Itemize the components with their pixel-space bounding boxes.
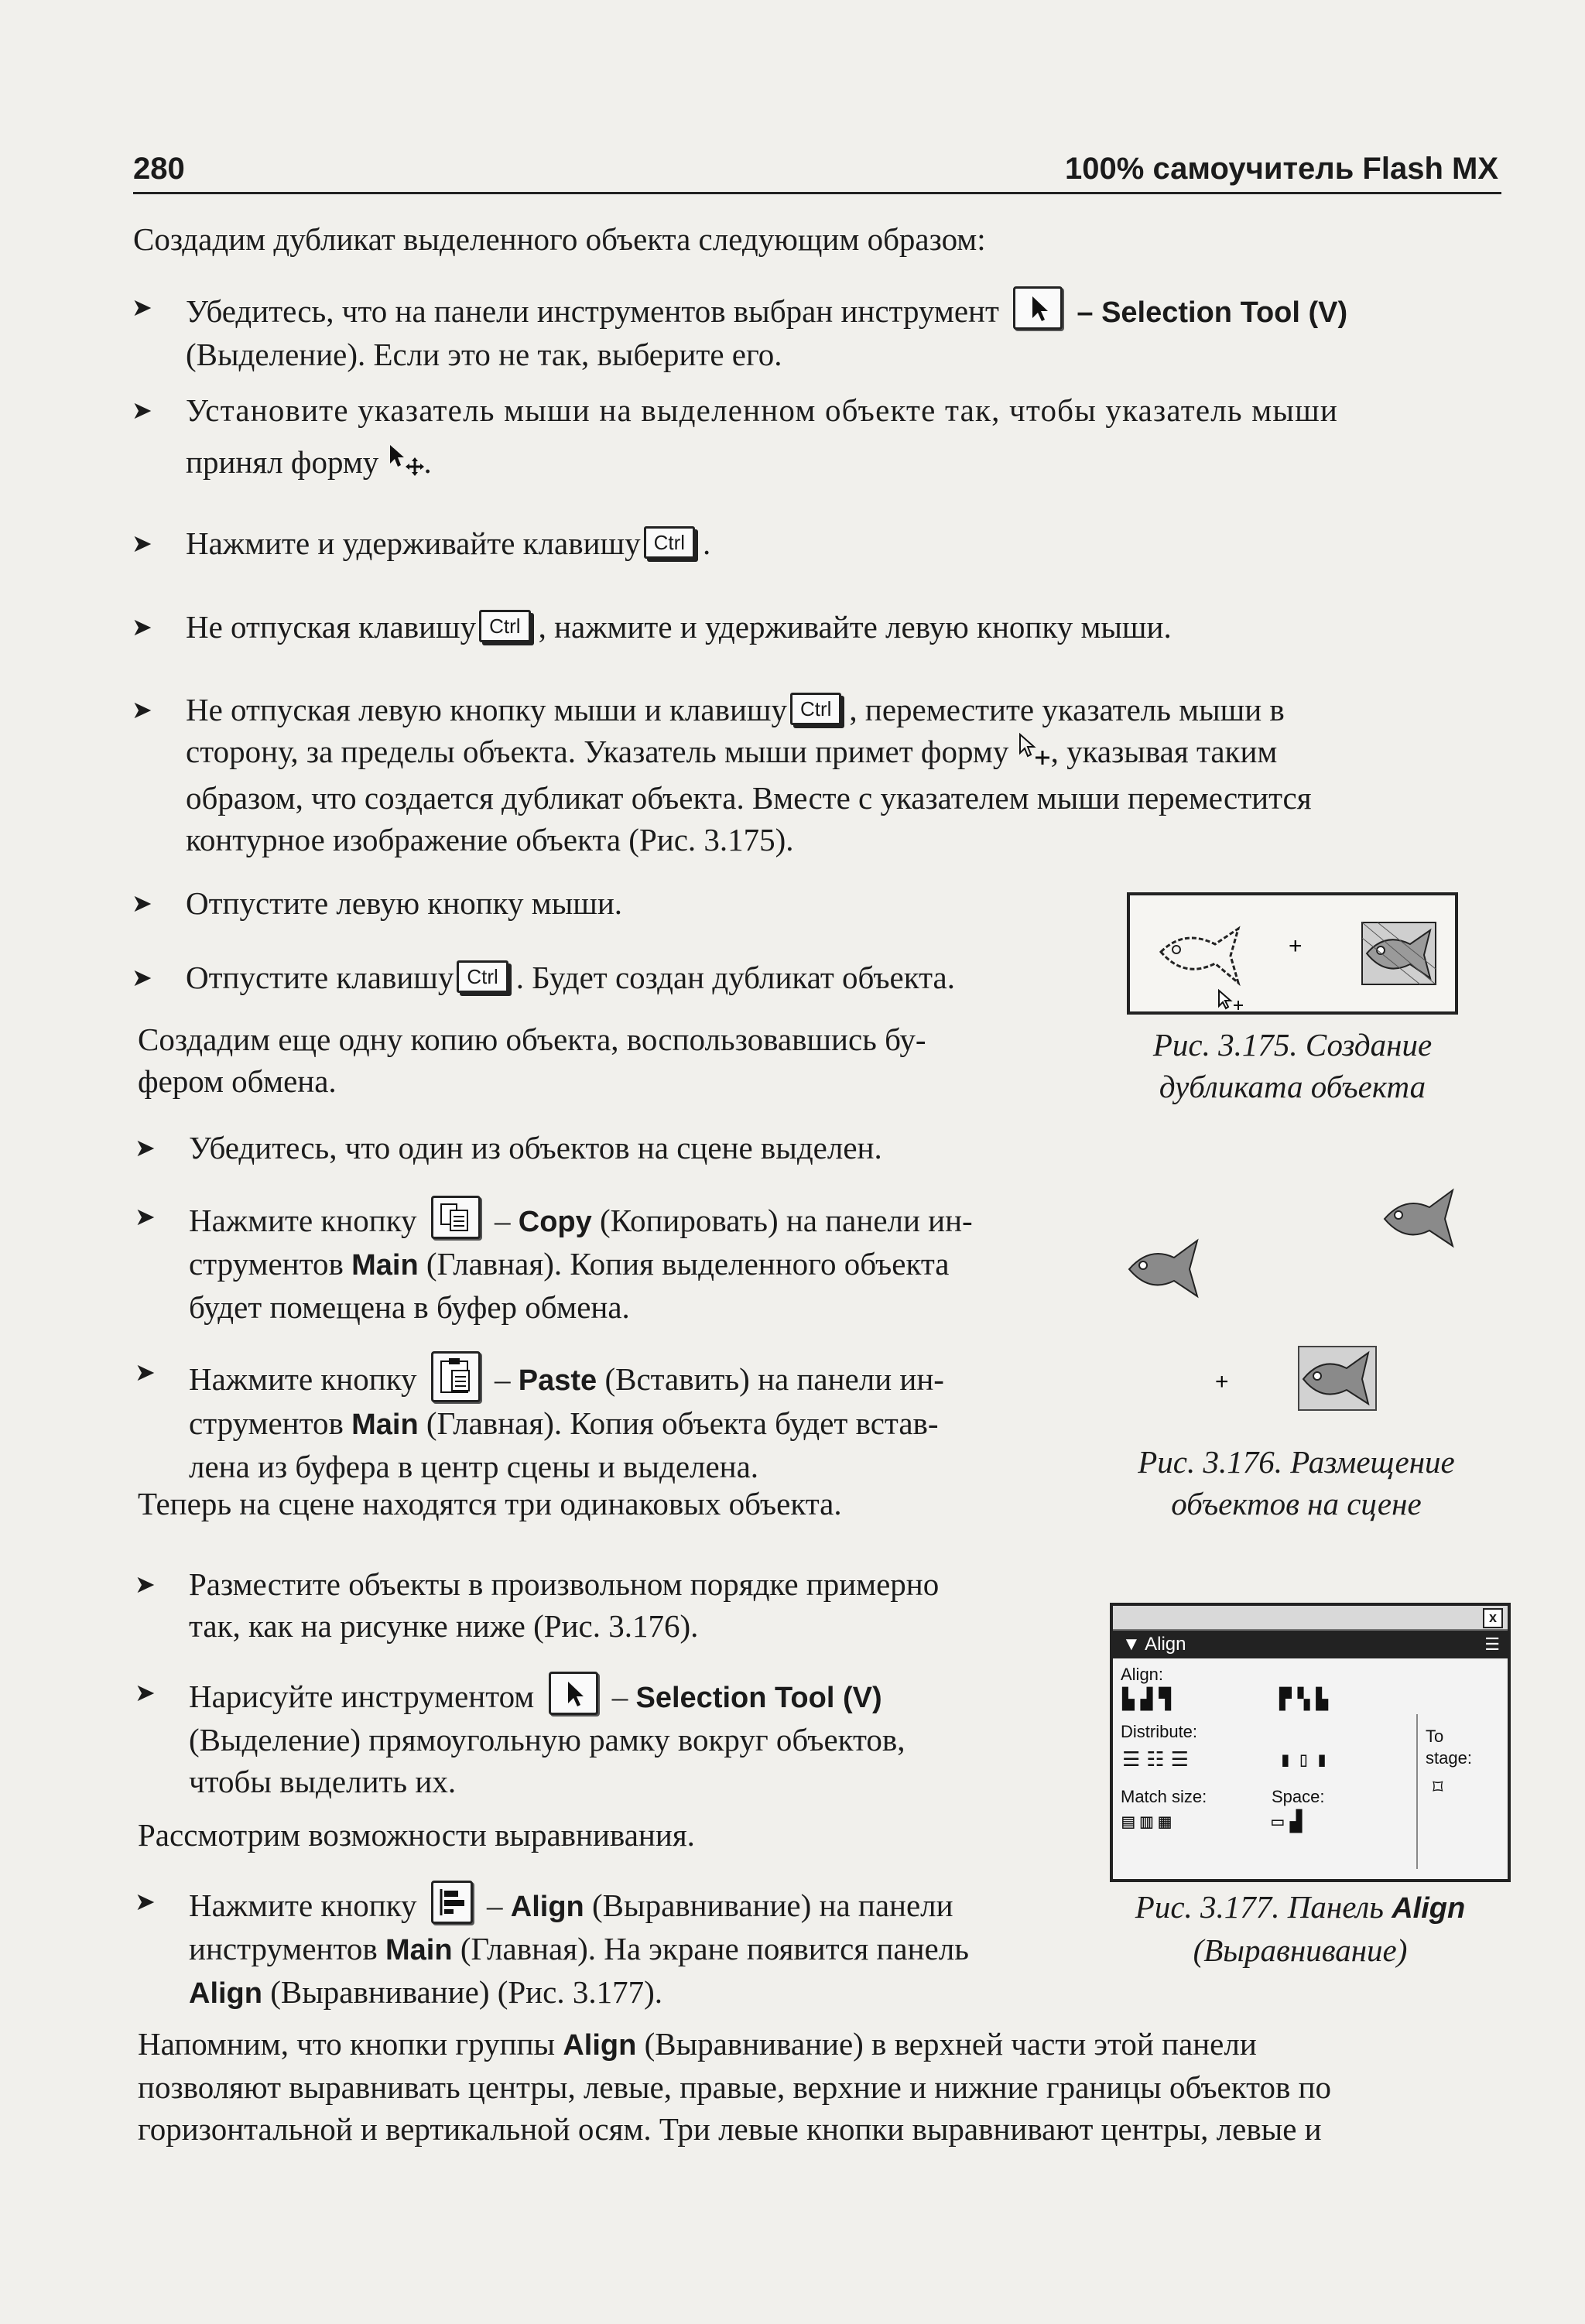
list-item: ➤ Разместите объекты в произвольном порядке примерно так, как на рисунке ниже (Рис. 3.176). — [189, 1563, 1063, 1647]
copy-button-icon — [431, 1196, 481, 1239]
bullet-arrow-icon: ➤ — [135, 1202, 156, 1231]
align-button-icon — [431, 1881, 473, 1924]
bullet-arrow-icon: ➤ — [132, 529, 152, 558]
match-size-label: Match size: — [1121, 1787, 1207, 1806]
to-label: To — [1426, 1727, 1444, 1746]
bullet-arrow-icon: ➤ — [135, 1887, 156, 1916]
list-item: ➤ Отпустите левую кнопку мыши. — [186, 882, 622, 924]
figure-3-175 — [1127, 892, 1458, 1015]
list-item: ➤ Не отпуская клавишу Ctrl , нажмите и удерживайте левую кнопку мыши. — [186, 606, 1172, 648]
distribute-horizontal-icons[interactable]: ▮▯▮ — [1279, 1748, 1334, 1771]
list-item: ➤ Не отпуская левую кнопку мыши и клавишу Ctrl , переместите указатель мыши в сторону, за пределы объекта. Указатель мыши примет форму , указывая таким образом, что создается дубликат объекта. Вместе с указателем мыши переместится контурное изображение объекта (Рис. 3.175). — [186, 689, 1494, 861]
fish-icon — [1385, 1190, 1453, 1246]
bullet-arrow-icon: ➤ — [132, 963, 152, 992]
list-item: ➤ Нажмите и удерживайте клавишу Ctrl . — [186, 522, 710, 564]
figure-3-176-caption: Рис. 3.176. Размещение объектов на сцене — [1138, 1444, 1455, 1521]
page-number: 280 — [133, 152, 185, 186]
fish-selected-icon — [1362, 922, 1436, 984]
panel-divider — [1416, 1714, 1418, 1869]
svg-text:+: + — [1289, 933, 1303, 959]
fish-selected-icon — [1299, 1347, 1376, 1410]
copy-paragraph: Создадим еще одну копию объекта, воспользовавшись бу- фером обмена. — [138, 1022, 926, 1099]
paste-button-icon — [431, 1351, 481, 1402]
align-horizontal-icons[interactable]: ▙▟▜ — [1122, 1688, 1177, 1711]
selection-tool-icon — [1013, 286, 1063, 330]
align-label: Align: — [1121, 1665, 1164, 1684]
ctrl-key: Ctrl — [790, 693, 841, 725]
close-icon[interactable]: x — [1483, 1608, 1503, 1628]
match-size-icons[interactable]: ▤▥▦ — [1122, 1810, 1177, 1833]
bullet-arrow-icon: ➤ — [132, 888, 152, 918]
book-title: 100% самоучитель Flash MX — [1065, 152, 1498, 186]
bullet-arrow-icon: ➤ — [135, 1569, 156, 1599]
space-label: Space: — [1272, 1787, 1325, 1806]
panel-titlebar — [1113, 1606, 1508, 1631]
ctrl-key: Ctrl — [479, 610, 530, 642]
three-objects-paragraph: Теперь на сцене находятся три одинаковых объекта. — [138, 1486, 842, 1521]
intro-paragraph: Создадим дубликат выделенного объекта следующим образом: — [133, 221, 986, 257]
header-rule — [133, 192, 1501, 194]
align-vertical-icons[interactable]: ▛▚▙ — [1279, 1688, 1334, 1711]
list-item: ➤ Убедитесь, что на панели инструментов выбран инструмент – Selection Tool (V) (Выделение). Если это не так, выберите его. — [186, 286, 1494, 375]
triangle-down-icon: ▼ — [1122, 1634, 1145, 1655]
svg-text:+: + — [1215, 1369, 1229, 1395]
figure-3-175-caption: Рис. 3.175. Создание дубликата объекта — [1152, 1027, 1433, 1104]
list-item: ➤ Убедитесь, что один из объектов на сцене выделен. — [189, 1127, 882, 1169]
copy-cursor-icon — [1017, 733, 1051, 777]
stage-label: stage: — [1426, 1748, 1472, 1768]
list-item: ➤ Нажмите кнопку – Align (Выравнивание) на панели инструментов Main (Главная). На экране появится панель Align (Выравнивание) (Рис. 3.177). — [189, 1881, 1063, 2014]
bullet-arrow-icon: ➤ — [135, 1133, 156, 1162]
bullet-arrow-icon: ➤ — [135, 1678, 156, 1707]
list-item: ➤ Отпустите клавишу Ctrl . Будет создан дубликат объекта. — [186, 957, 955, 998]
ctrl-key: Ctrl — [644, 526, 695, 559]
figure-3-177-caption: Рис. 3.177. Панель Align (Выравнивание) — [1135, 1889, 1466, 1968]
bullet-arrow-icon: ➤ — [132, 293, 152, 322]
align-panel-figure — [1110, 1603, 1511, 1882]
bullet-arrow-icon: ➤ — [135, 1357, 156, 1387]
selection-tool-icon — [549, 1672, 598, 1715]
list-item: ➤ Нажмите кнопку – Paste (Вставить) на панели ин- струментов Main (Главная). Копия объекта будет встав- лена из буфера в центр сцены и выделена. — [189, 1351, 1063, 1487]
space-icons[interactable]: ▭▟ — [1272, 1810, 1309, 1833]
panel-header[interactable]: ▼ Align ☰ — [1113, 1631, 1508, 1658]
list-item: ➤ Установите указатель мыши на выделенном объекте так, чтобы указатель мыши принял форму . — [186, 389, 1494, 493]
distribute-label: Distribute: — [1121, 1722, 1198, 1741]
ctrl-key: Ctrl — [457, 960, 508, 993]
options-menu-icon[interactable]: ☰ — [1484, 1634, 1500, 1654]
list-item: ➤ Нарисуйте инструментом – Selection Tool (V) (Выделение) прямоугольную рамку вокруг объектов, чтобы выделить их. — [189, 1672, 1063, 1802]
distribute-vertical-icons[interactable]: ☰☷☰ — [1122, 1748, 1195, 1771]
list-item: ➤ Нажмите кнопку – Copy (Копировать) на панели ин- струментов Main (Главная). Копия выделенного объекта будет помещена в буфер обмена. — [189, 1196, 1063, 1328]
to-stage-icon[interactable]: ⌑ — [1432, 1776, 1450, 1799]
move-cursor-icon — [387, 443, 424, 488]
bullet-arrow-icon: ➤ — [132, 612, 152, 642]
align-intro-paragraph: Рассмотрим возможности выравнивания. — [138, 1817, 695, 1853]
fish-icon — [1129, 1241, 1197, 1296]
bullet-arrow-icon: ➤ — [132, 695, 152, 724]
figure-3-176 — [1114, 1169, 1501, 1447]
fish-outline-icon — [1161, 929, 1243, 1010]
bullet-arrow-icon: ➤ — [132, 395, 152, 425]
closing-paragraph: Напомним, что кнопки группы Align (Выравнивание) в верхней части этой панели позволяют выравнивать центры, левые, правые, верхние и нижние границы объектов по горизонтальной и вертикальной осям. Три левые кнопки выравнивают центры, левые и — [138, 2026, 1332, 2147]
